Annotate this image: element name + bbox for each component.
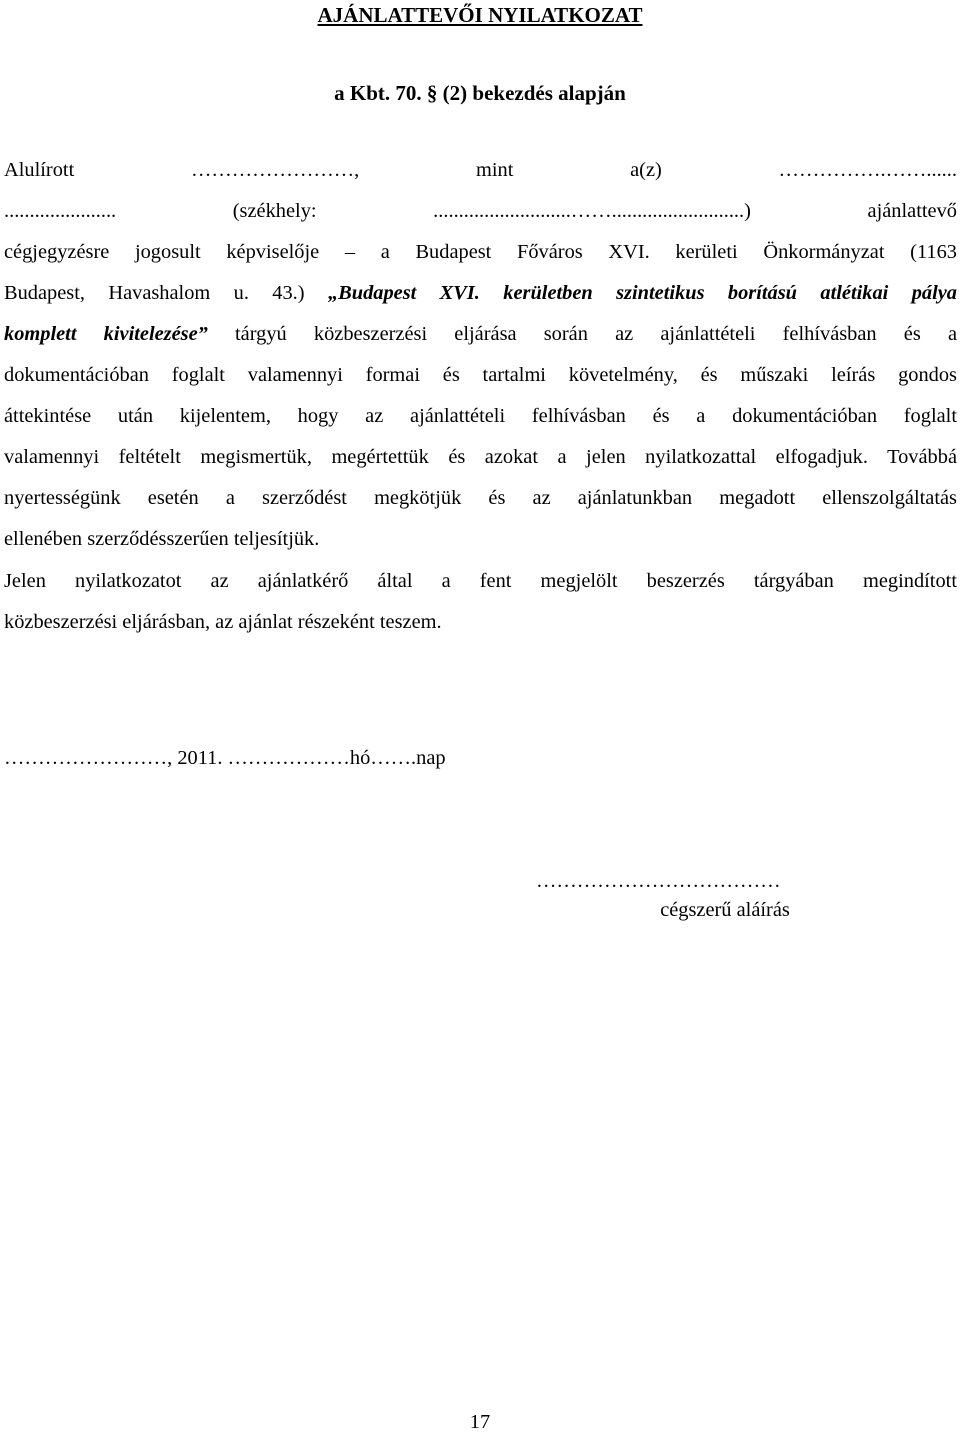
paragraph-line: [4, 273, 957, 314]
name-blank: ……………………,: [190, 159, 360, 181]
paragraph-line: áttekintése után kijelentem, hogy az ajánlattételi felhívásban és a dokumentációban foglalt: [4, 405, 957, 427]
paragraph-line: valamennyi feltételt megismertük, megértettük és azokat a jelen nyilatkozattal elfogadjuk. Továbbá: [4, 446, 957, 468]
statement-paragraph: [4, 561, 957, 643]
signature-label: cégszerű aláírás: [660, 899, 790, 921]
text-run: (székhely:: [232, 200, 317, 222]
document-title: AJÁNLATTEVŐI NYILATKOZAT: [317, 3, 643, 27]
paragraph-line: [4, 191, 957, 232]
text-run: mint: [475, 159, 514, 181]
paragraph-line: cégjegyzésre jogosult képviselője – a Budapest Főváros XVI. kerületi Önkormányzat (1163: [4, 241, 957, 263]
date-line: ……………………, 2011. ………………hó…….nap: [4, 747, 446, 769]
document-subtitle: a Kbt. 70. § (2) bekezdés alapján: [334, 81, 626, 105]
text-run: tárgyú közbeszerzési eljárása során az ajánlattételi felhívásban és a: [207, 323, 958, 345]
paragraph-line: ellenében szerződésszerűen teljesítjük.: [4, 528, 320, 550]
project-title: „Budapest XVI. kerületben szintetikus borítású atlétikai pálya: [327, 282, 957, 304]
company-blank: ......................: [4, 200, 117, 222]
company-blank: …………….……......: [778, 159, 957, 181]
signature-line: ………………………………: [536, 870, 781, 892]
declaration-paragraph: [4, 150, 957, 560]
text-run: Budapest, Havashalom u. 43.): [4, 282, 328, 304]
paragraph-line: nyertességünk esetén a szerződést megkötjük és az ajánlatunkban megadott ellenszolgáltatás: [4, 487, 957, 509]
paragraph-line: közbeszerzési eljárásban, az ajánlat részeként teszem.: [4, 611, 442, 633]
address-blank: ...........................……..........................): [433, 200, 751, 222]
paragraph-line: [4, 314, 957, 355]
paragraph-line: [4, 150, 957, 191]
text-run: a(z): [630, 159, 662, 181]
page-number: 17: [469, 1411, 491, 1433]
text-run: Alulírott: [4, 159, 75, 181]
paragraph-line: Jelen nyilatkozatot az ajánlatkérő által a fent megjelölt beszerzés tárgyában megindított: [4, 570, 957, 592]
project-title: komplett kivitelezése”: [4, 323, 208, 345]
text-run: ajánlattevő: [867, 200, 957, 222]
paragraph-line: dokumentációban foglalt valamennyi formai és tartalmi követelmény, és műszaki leírás gondos: [4, 364, 957, 386]
